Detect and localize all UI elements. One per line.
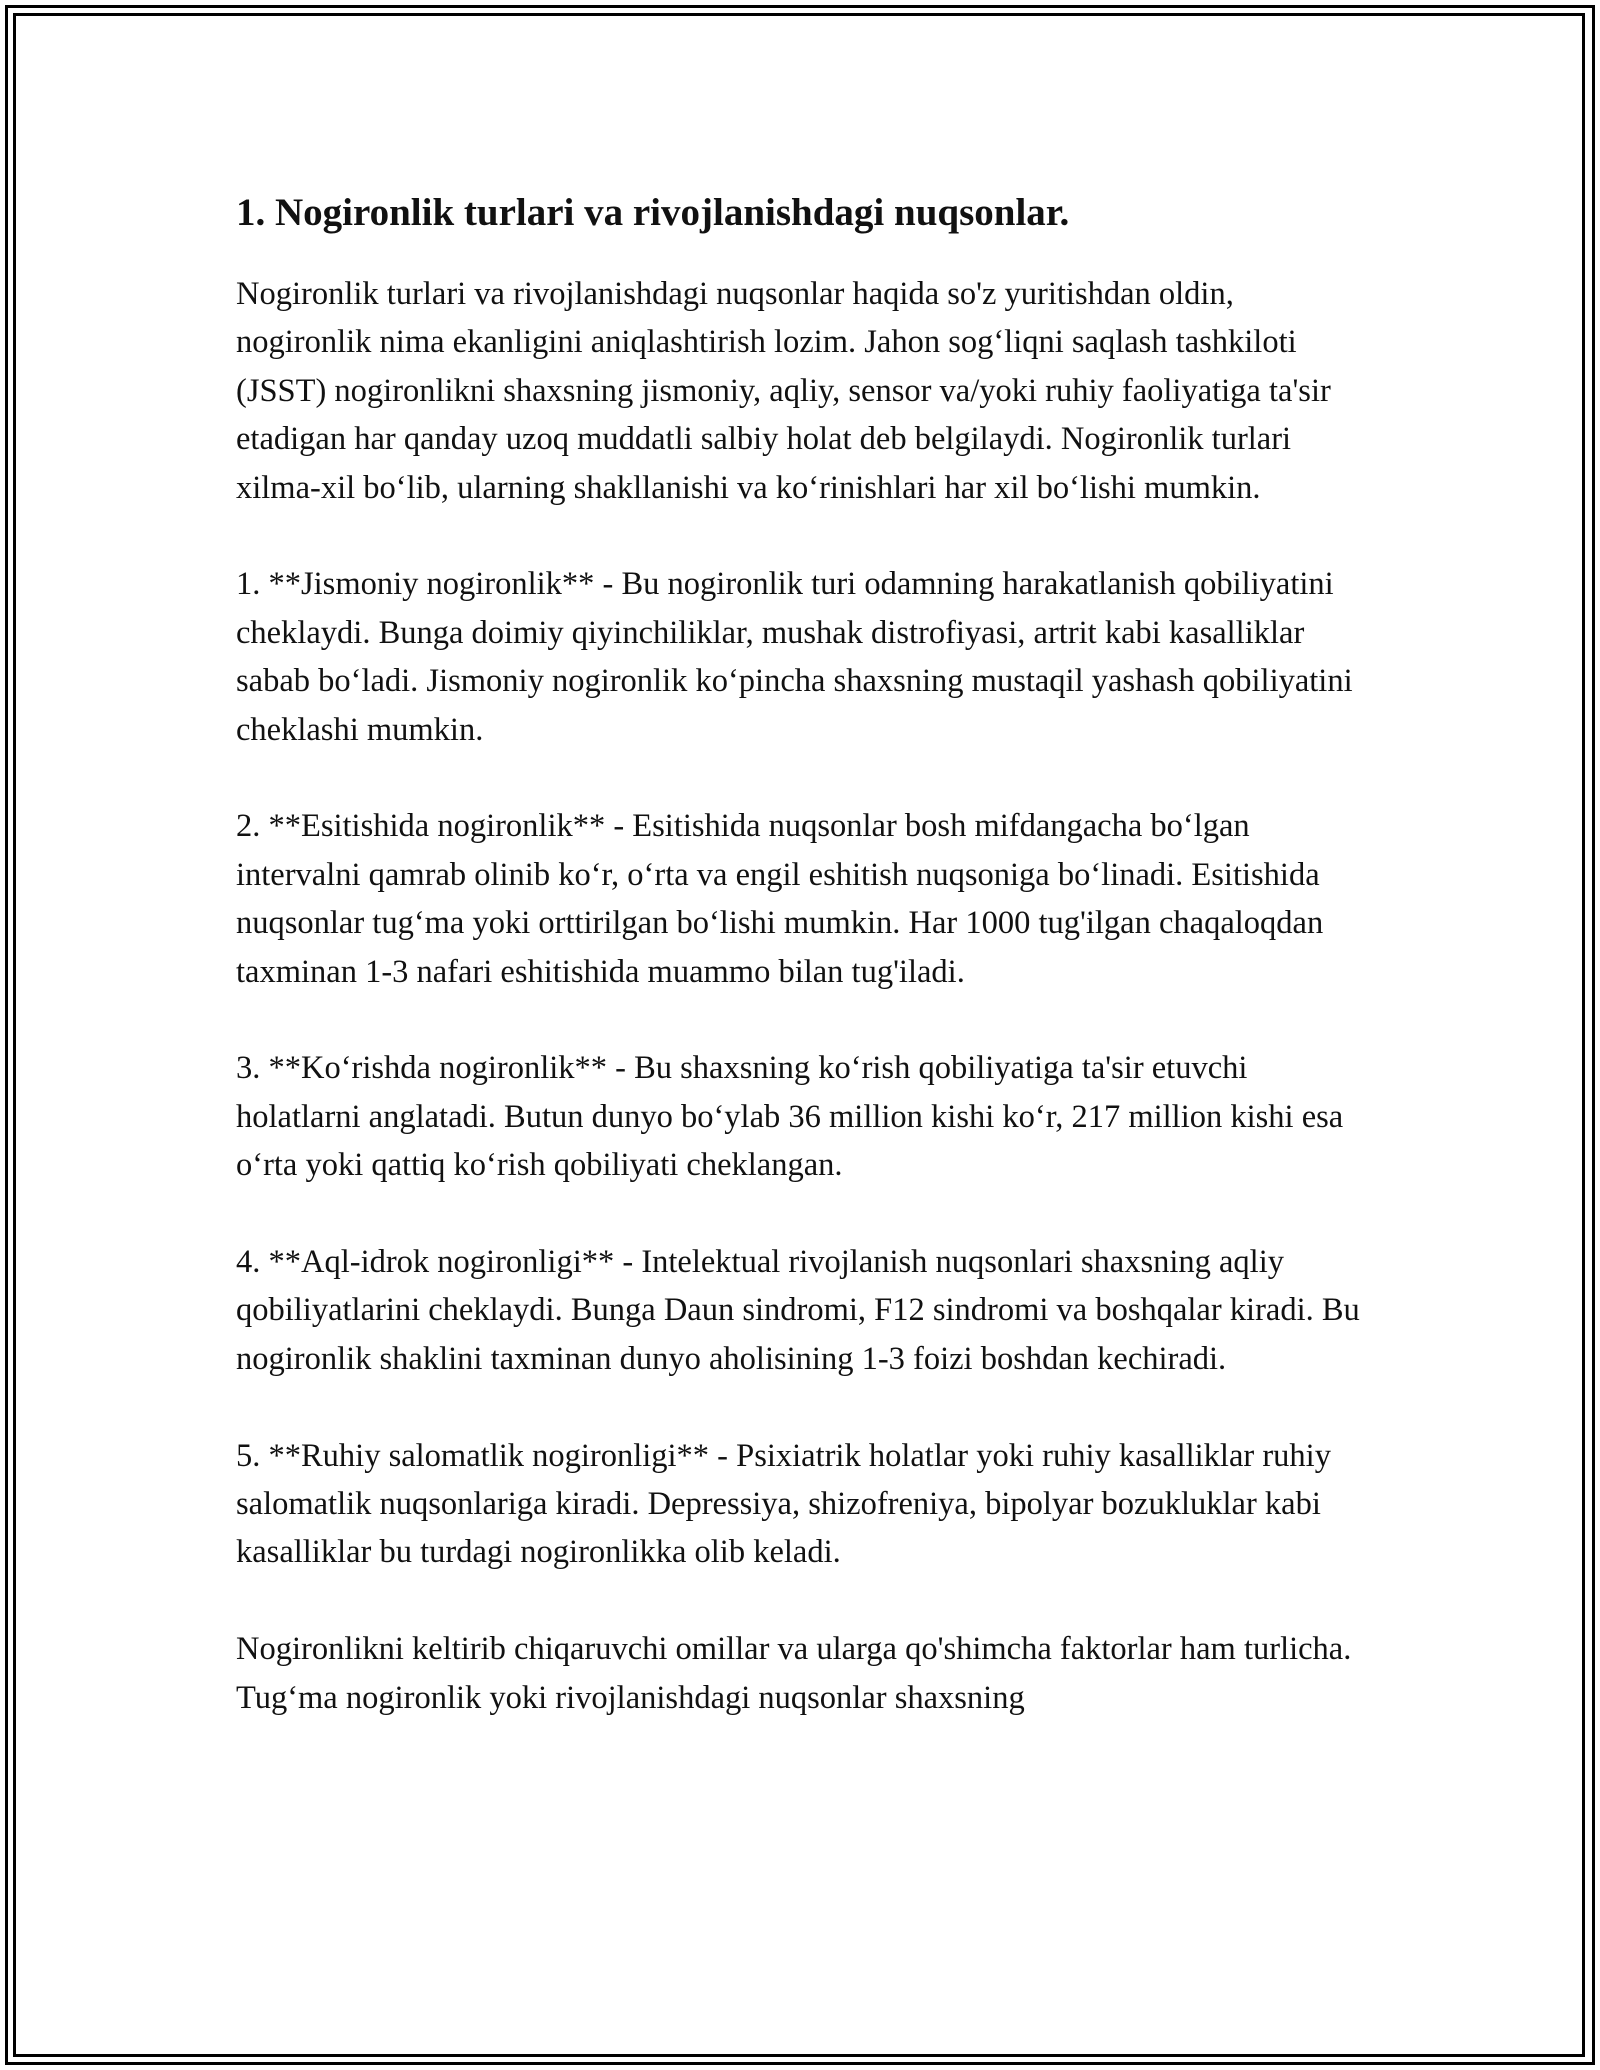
document-body — [236, 186, 1376, 1770]
closing-paragraph: Nogironlikni keltirib chiqaruvchi omillar va ularga qo'shimcha faktorlar ham turlicha. Tug‘ma nogironlik yoki rivojlanishdagi nuqsonlar shaxsning — [236, 1631, 1352, 1716]
intro-paragraph: Nogironlik turlari va rivojlanishdagi nuqsonlar haqida so'z yuritishdan oldin, nogironlik nima ekanligini aniqlashtirish lozim. Jahon sog‘liqni saqlash tashkiloti (JSST) nogironlikni shaxsning jismoniy, aqliy, sensor va/yoki ruhiy faoliyatiga ta'sir etadigan har qanday uzoq muddatli salbiy holat deb belgilaydi. Nogironlik turlari xilma-xil bo‘lib, ularning shakllanishi va ko‘rinishlari har xil bo‘lishi mumkin. — [236, 276, 1331, 506]
list-item-hearing-disability: 2. **Esitishida nogironlik** - Esitishida nuqsonlar bosh mifdangacha bo‘lgan intervalni qamrab olinib ko‘r, o‘rta va engil eshitish nuqsoniga bo‘linadi. Esitishida nuqsonlar tug‘ma yoki orttirilgan bo‘lishi mumkin. Har 1000 tug'ilgan chaqaloqdan taxminan 1-3 nafari eshitishida muammo bilan tug'iladi. — [236, 808, 1324, 990]
section-heading: 1. Nogironlik turlari va rivojlanishdagi nuqsonlar. — [236, 191, 1070, 234]
list-item-visual-disability: 3. **Ko‘rishda nogironlik** - Bu shaxsning ko‘rish qobiliyatiga ta'sir etuvchi holatlarni anglatadi. Butun dunyo bo‘ylab 36 million kishi ko‘r, 217 million kishi esa o‘rta yoki qattiq ko‘rish qobiliyati cheklangan. — [236, 1050, 1344, 1184]
list-item-intellectual-disability: 4. **Aql-idrok nogironligi** - Intelektual rivojlanish nuqsonlari shaxsning aqliy qobiliyatlarini cheklaydi. Bunga Daun sindromi, F12 sindromi va boshqalar kiradi. Bu nogironlik shaklini taxminan dunyo aholisining 1-3 foizi boshdan kechiradi. — [236, 1244, 1360, 1377]
list-item-physical-disability: 1. **Jismoniy nogironlik** - Bu nogironlik turi odamning harakatlanish qobiliyatini cheklaydi. Bunga doimiy qiyinchiliklar, mushak distrofiyasi, artrit kabi kasalliklar sabab bo‘ladi. Jismoniy nogironlik ko‘pincha shaxsning mustaqil yashash qobiliyatini cheklashi mumkin. — [236, 566, 1353, 748]
list-item-mental-health-disability: 5. **Ruhiy salomatlik nogironligi** - Psixiatrik holatlar yoki ruhiy kasalliklar ruhiy salomatlik nuqsonlariga kiradi. Depressiya, shizofreniya, bipolyar bozukluklar kabi kasalliklar bu turdagi nogironlikka olib keladi. — [236, 1437, 1331, 1571]
